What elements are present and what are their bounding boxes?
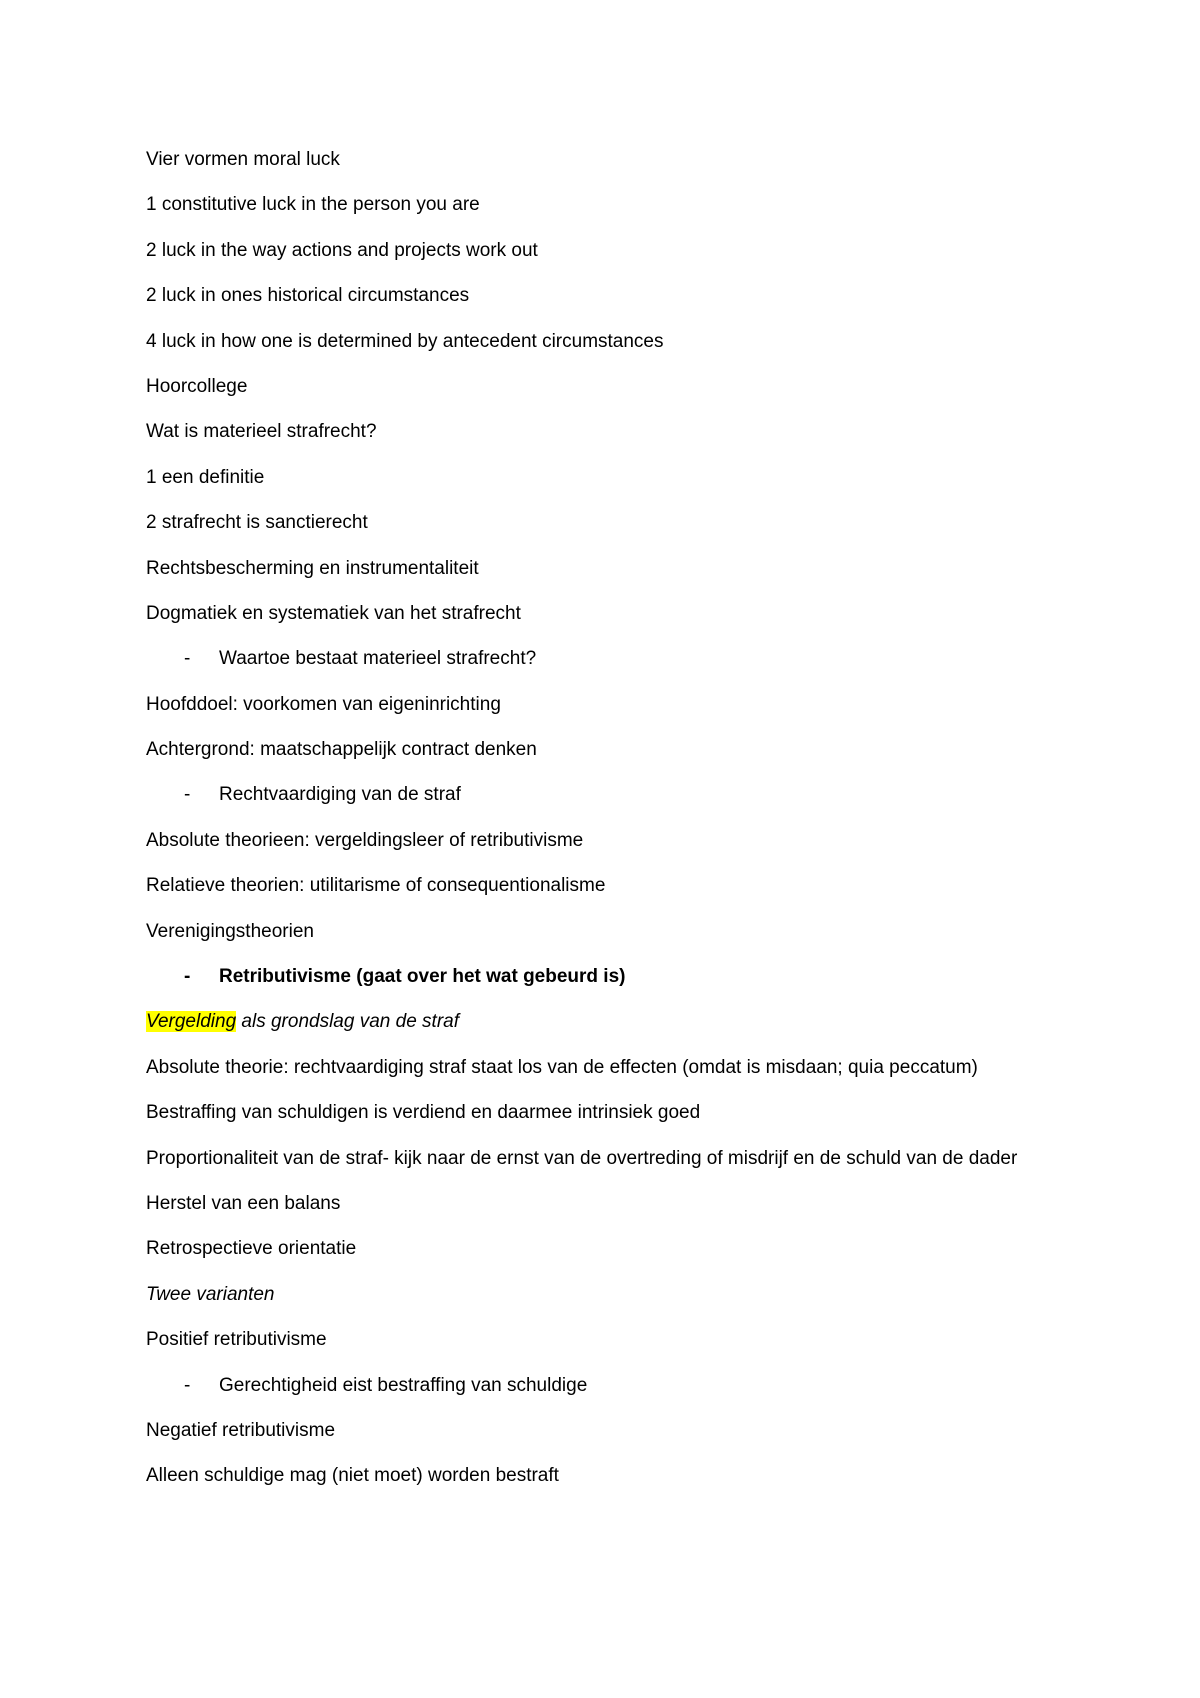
dash-bullet: -: [184, 1374, 191, 1396]
text-line: 2 strafrecht is sanctierecht: [146, 512, 368, 534]
text-line: Retrospectieve orientatie: [146, 1238, 357, 1260]
bullet-text: Retributivisme (gaat over het wat gebeurd is): [219, 966, 626, 988]
document-body: [146, 146, 1076, 1508]
text-line: Achtergrond: maatschappelijk contract denken: [146, 739, 537, 761]
heading-hoorcollege: Hoorcollege: [146, 375, 248, 397]
bullet-item: [146, 645, 1076, 672]
heading-vier-vormen: Vier vormen moral luck: [146, 149, 340, 170]
italic-line: [146, 1008, 1076, 1035]
text-line: Dogmatiek en systematiek van het strafrecht: [146, 602, 521, 624]
highlighted-text: Vergelding: [146, 1011, 237, 1033]
dash-bullet: -: [184, 966, 191, 988]
bullet-text: Gerechtigheid eist bestraffing van schuldige: [219, 1374, 588, 1396]
text-line: Relatieve theorien: utilitarisme of consequentionalisme: [146, 875, 606, 897]
bullet-text: Waartoe bestaat materieel strafrecht?: [219, 648, 537, 670]
text-line: Positief retributivisme: [146, 1329, 327, 1351]
text-line: Bestraffing van schuldigen is verdiend en daarmee intrinsiek goed: [146, 1102, 701, 1124]
text-line: Absolute theorieen: vergeldingsleer of retributivisme: [146, 829, 584, 851]
text-line: 4 luck in how one is determined by antecedent circumstances: [146, 330, 664, 352]
dash-bullet: -: [184, 784, 191, 806]
text-line: Verenigingstheorien: [146, 920, 314, 942]
bullet-text: Rechtvaardiging van de straf: [219, 784, 461, 806]
dash-bullet: -: [184, 648, 191, 670]
italic-line: Twee varianten: [146, 1283, 275, 1305]
text-line: Rechtsbescherming en instrumentaliteit: [146, 557, 479, 579]
text-line: Wat is materieel strafrecht?: [146, 421, 377, 443]
text-line: 1 een definitie: [146, 466, 265, 488]
text-line: Absolute theorie: rechtvaardiging straf staat los van de effecten (omdat is misdaan; quia peccatum): [146, 1056, 978, 1078]
text-line: Negatief retributivisme: [146, 1419, 336, 1441]
text-line-wrapped: Proportionaliteit van de straf- kijk naar de ernst van de overtreding of misdrijf en de schuld van de dader: [146, 1147, 1018, 1169]
text-line: 2 luck in the way actions and projects work out: [146, 239, 538, 261]
bullet-item-bold: [146, 963, 1076, 990]
text-line: 1 constitutive luck in the person you are: [146, 194, 480, 216]
text-line: Herstel van een balans: [146, 1192, 341, 1214]
bullet-item: [146, 1372, 1076, 1399]
text-line: Alleen schuldige mag (niet moet) worden bestraft: [146, 1465, 559, 1487]
italic-text: als grondslag van de straf: [236, 1011, 459, 1033]
text-line: 2 luck in ones historical circumstances: [146, 285, 470, 307]
text-line: Hoofddoel: voorkomen van eigeninrichting: [146, 693, 501, 715]
bullet-item: [146, 781, 1076, 808]
